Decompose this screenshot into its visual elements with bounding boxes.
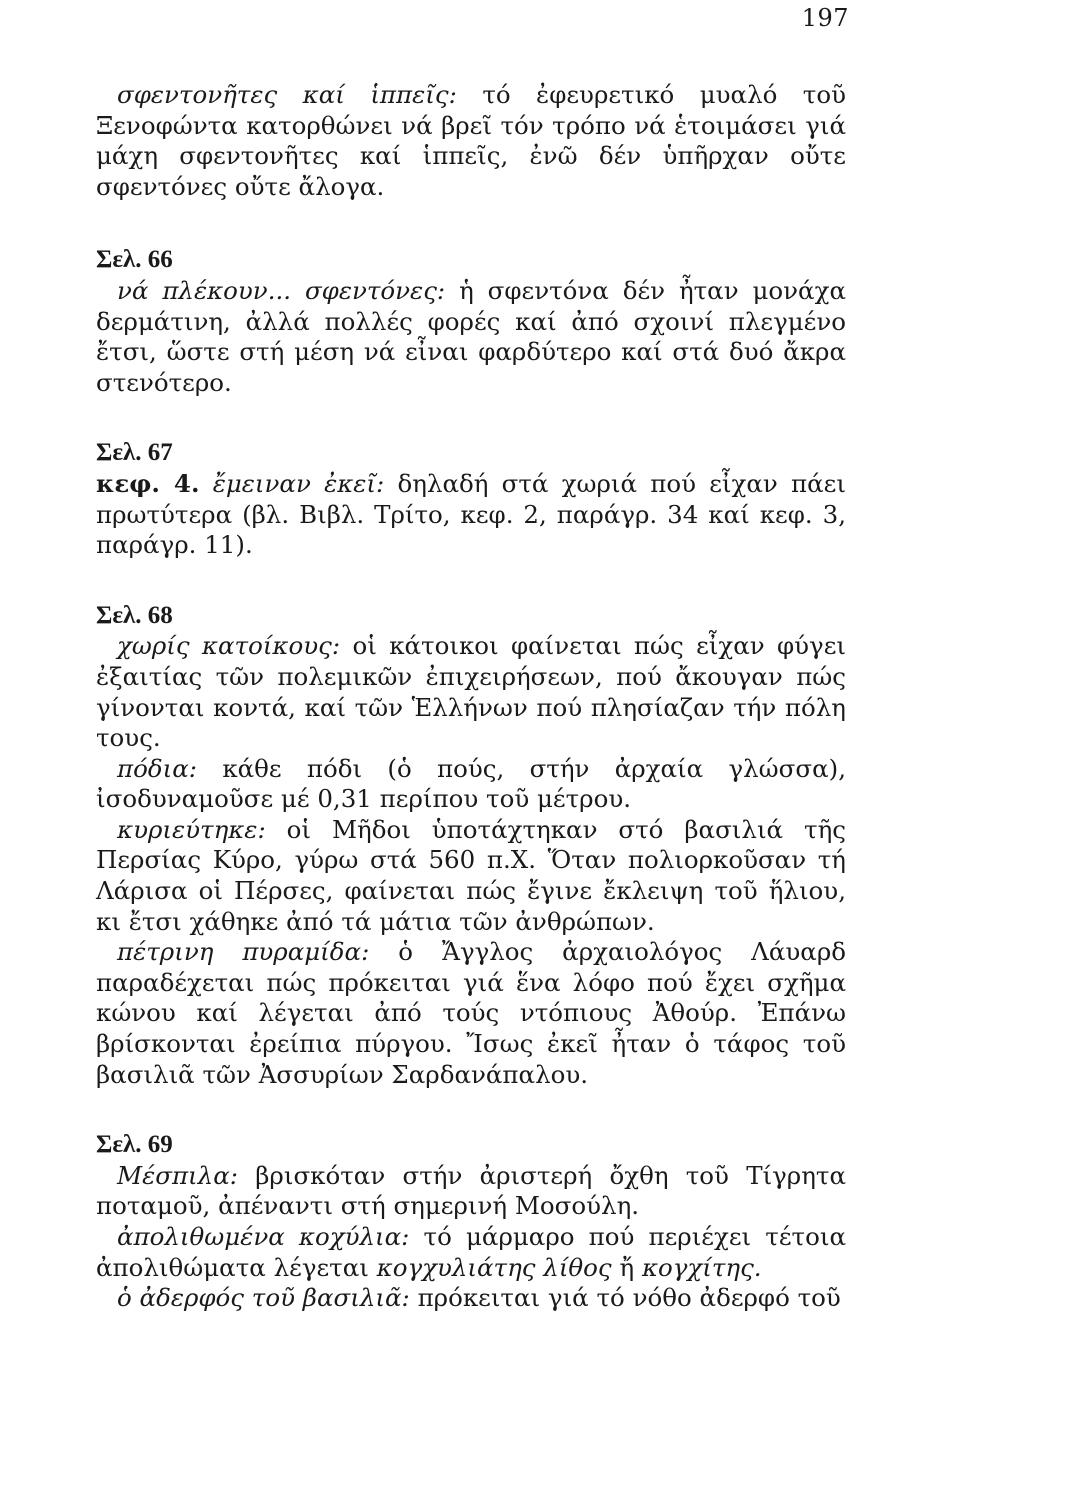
entry-text: δηλαδή στά χωριά πού εἶχαν πάει πρωτύτερα (βλ. Βιβλ. Τρίτο, κεφ. 2, παράγρ. 34 καί κεφ. 3, παράγρ. 11).	[96, 468, 846, 560]
entry-text: βρισκόταν στήν ἀριστερή ὄχθη τοῦ Τίγρητα ποταμοῦ, ἀπέναντι στή σημερινή Μοσούλη.	[96, 1160, 846, 1221]
entry-term: Μέσπιλα:	[117, 1160, 238, 1190]
section-heading-69: Σελ. 69	[96, 1131, 173, 1159]
entry-text-connector: ἤ	[619, 1252, 635, 1282]
entry-term: ἀπολιθωμένα κοχύλια:	[117, 1222, 410, 1251]
entry-term: χωρίς κατοίκους:	[117, 631, 341, 661]
entry-s68-2	[96, 754, 846, 815]
entry-text: τό ἐφευρετικό μυαλό τοῦ Ξενοφώντα κατορθώνει νά βρεῖ τόν τρόπο νά ἑτοιμάσει γιά μάχη σφεντονῆτες καί ἱππεῖς, ἐνῶ δέν ὑπῆρχαν οὔτε σφεντόνες οὔτε ἄλογα.	[96, 80, 846, 201]
entry-term: πόδια:	[117, 753, 198, 783]
entry-term: πέτρινη πυραμίδα:	[117, 937, 370, 967]
entry-term: ἔμειναν ἐκεῖ:	[212, 468, 385, 498]
entry-term-tertiary: κογχίτης.	[641, 1252, 762, 1282]
page-body	[96, 80, 846, 1314]
entry-term: νά πλέκουν... σφεντόνες:	[117, 275, 446, 305]
section-heading-67: Σελ. 67	[96, 439, 173, 467]
entry-s66	[96, 276, 846, 398]
entry-text: ἡ σφεντόνα δέν ἦταν μονάχα δερμάτινη, ἀλλά πολλές φορές καί ἀπό σχοινί πλεγμένο ἔτσι, ὥστε στή μέση νά εἶναι φαρδύτερο καί στά δυό ἄκρα στενότερο.	[96, 275, 846, 397]
entry-text: οἱ Μῆδοι ὑποτάχτηκαν στό βασιλιά τῆς Περσίας Κύρο, γύρω στά 560 π.Χ. Ὅταν πολιορκοῦσαν τή Λάρισα οἱ Πέρσες, φαίνεται πώς ἔγινε ἔκλειψη τοῦ ἥλιου, κι ἔτσι χάθηκε ἀπό τά μάτια τῶν ἀνθρώπων.	[96, 814, 846, 936]
entry-text: πρόκειται γιά τό νόθο ἀδερφό τοῦ	[417, 1283, 841, 1313]
section-heading-66: Σελ. 66	[96, 246, 173, 274]
section-heading-68: Σελ. 68	[96, 601, 173, 629]
entry-s68-4	[96, 937, 846, 1090]
entry-term: σφεντονῆτες καί ἱππεῖς:	[117, 80, 457, 109]
entry-term: κυριεύτηκε:	[117, 814, 266, 844]
entry-text: ὁ Ἄγγλος ἀρχαιολόγος Λάυαρδ παραδέχεται πώς πρόκειται γιά ἕνα λόφο πού ἔχει σχῆμα κώνου καί λέγεται ἀπό τούς ντόπιους Ἀθούρ. Ἐπάνω βρίσκονται ἐρείπια πύργου. Ἴσως ἐκεῖ ἦταν ὁ τάφος τοῦ βασιλιᾶ τῶν Ἀσσυρίων Σαρδανάπαλου.	[96, 937, 846, 1089]
entry-text: τό μάρμαρο πού περιέχει τέτοια ἀπολιθώματα λέγεται	[96, 1222, 846, 1282]
entry-s67	[96, 469, 846, 561]
entry-s69-3	[96, 1283, 846, 1314]
entry-s69-1	[96, 1161, 846, 1222]
entry-text: κάθε πόδι (ὁ πούς, στήν ἀρχαία γλώσσα), ἰσοδυναμοῦσε μέ 0,31 περίπου τοῦ μέτρου.	[96, 753, 846, 814]
entry-term-secondary: κογχυλιάτης λίθος	[376, 1252, 612, 1282]
entry-sfentonites	[96, 80, 846, 202]
entry-term: ὁ ἀδερφός τοῦ βασιλιᾶ:	[117, 1283, 410, 1313]
entry-s69-2	[96, 1222, 846, 1283]
page-number: 197	[801, 4, 849, 32]
chapter-label: κεφ. 4.	[96, 468, 200, 498]
entry-s68-3	[96, 815, 846, 937]
entry-text: οἱ κάτοικοι φαίνεται πώς εἶχαν φύγει ἐξαιτίας τῶν πολεμικῶν ἐπιχειρήσεων, πού ἄκουγαν πώς γίνονται κοντά, καί τῶν Ἑλλήνων πού πλησίαζαν τήν πόλη τους.	[96, 631, 846, 753]
entry-s68-1	[96, 631, 846, 753]
